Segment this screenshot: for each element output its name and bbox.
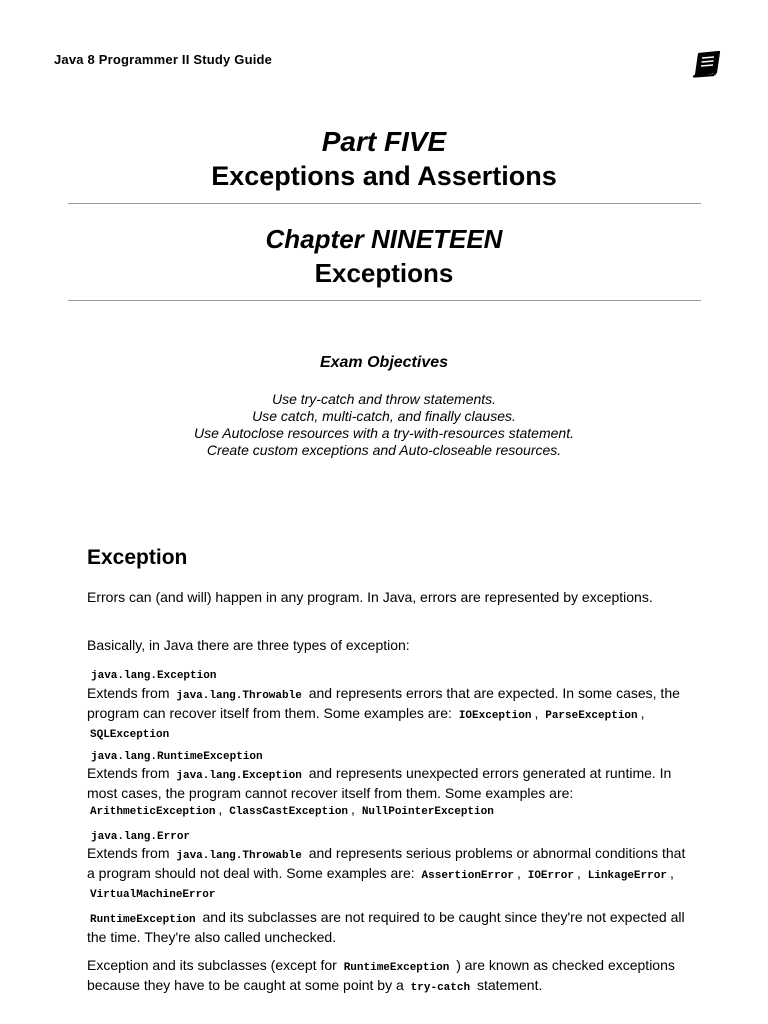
divider — [68, 203, 701, 204]
chapter-title: Exceptions — [314, 258, 454, 288]
text: and its subclasses are not required to be caught since they're not expected all the time. They're also called unchecked. — [87, 909, 685, 945]
code: LinkageError — [587, 869, 667, 882]
exception-type-description: Extends from java.lang.Throwable and represents errors that are expected. In some cases, the program can recover itself from them. Some examples are: IOException , ParseException , SQLException — [87, 685, 680, 741]
chapter-label: Chapter NINETEEN — [265, 224, 503, 254]
exception-type-description: Extends from java.lang.Throwable and represents serious problems or abnormal conditions that a program should not deal with. Some examples are: AssertionError , IOError , LinkageError , VirtualMachineError — [87, 845, 686, 901]
book-icon — [692, 50, 722, 78]
text: and represents errors that are expected. In some cases, the program can recover itself from them. Some examples are: — [87, 685, 680, 721]
code: NullPointerException — [361, 806, 494, 818]
text: ) are known as checked exceptions because they have to be caught at some point by a — [87, 957, 675, 993]
code: ParseException — [545, 709, 638, 722]
text: Extends from — [87, 685, 170, 701]
exception-type-name: java.lang.Error — [91, 831, 191, 843]
code: ClassCastException — [229, 806, 349, 818]
part-title: Exceptions and Assertions — [211, 161, 557, 191]
code: RuntimeException — [90, 914, 196, 926]
text: and represents unexpected errors generated at runtime. In most cases, the program cannot recover itself from them. Some examples are: — [87, 765, 672, 801]
code: RuntimeException — [343, 962, 450, 974]
section-heading: Exception — [87, 546, 188, 569]
types-intro: Basically, in Java there are three types of exception: — [87, 637, 410, 653]
unchecked-paragraph — [87, 909, 687, 945]
checked-paragraph — [87, 957, 687, 996]
code: try-catch — [410, 981, 471, 994]
code: java.lang.Exception — [176, 770, 302, 782]
exception-type-name: java.lang.Exception — [91, 670, 217, 682]
exception-type-name: java.lang.RuntimeException — [91, 751, 263, 763]
code: java.lang.Throwable — [176, 850, 302, 862]
text: Exception and its subclasses (except for — [87, 957, 337, 973]
intro-paragraph: Errors can (and will) happen in any program. In Java, errors are represented by exceptions. — [87, 589, 653, 605]
text: Extends from — [87, 765, 170, 781]
code: ArithmeticException — [90, 806, 216, 818]
running-header: Java 8 Programmer II Study Guide — [54, 52, 273, 67]
objectives-heading: Exam Objectives — [319, 354, 449, 371]
text: statement. — [476, 976, 543, 993]
code: AssertionError — [421, 869, 514, 882]
text: and represents serious problems or abnormal conditions that a program should not deal with. Some examples are: — [87, 845, 686, 881]
objective-item: Use catch, multi-catch, and finally clauses. — [252, 408, 516, 424]
code: java.lang.Throwable — [176, 690, 302, 702]
divider — [68, 300, 701, 301]
code: VirtualMachineError — [90, 889, 216, 901]
objectives-list — [0, 391, 768, 459]
code: IOException — [458, 709, 532, 722]
text: Extends from — [87, 845, 170, 861]
objective-item: Use try-catch and throw statements. — [271, 391, 497, 407]
objective-item: Use Autoclose resources with a try-with-resources statement. — [194, 425, 574, 441]
part-label: Part FIVE — [321, 126, 447, 157]
exception-type-description: Extends from java.lang.Exception and represents unexpected errors generated at runtime. In most cases, the program cannot recover itself from them. Some examples are: ArithmeticException , ClassCastException , NullPointerException — [87, 765, 672, 818]
code: IOError — [527, 869, 574, 882]
objective-item: Create custom exceptions and Auto-closeable resources. — [206, 442, 562, 458]
code: SQLException — [90, 729, 170, 741]
